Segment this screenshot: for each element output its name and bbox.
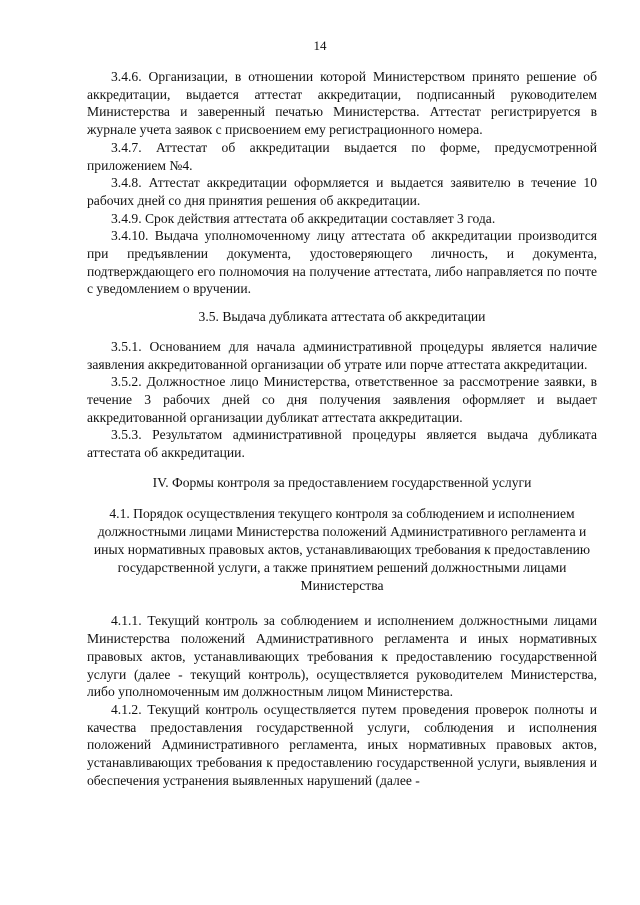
document-body <box>87 68 597 790</box>
section-heading-4-1: 4.1. Порядок осуществления текущего контроля за соблюдением и исполнением должностными лицами Министерства положений Административного регламента и иных нормативных правовых актов, устанавливающих требования к предоставлению государственной услуги, а также принятием решений должностными лицами Министерства <box>93 506 591 594</box>
paragraph-3-4-6: 3.4.6. Организации, в отношении которой Министерством принято решение об аккредитации, выдается аттестат аккредитации, подписанный руководителем Министерства и заверенный печатью Министерства. Аттестат регистрируется в журнале учета заявок с присвоением ему регистрационного номера. <box>87 69 597 138</box>
section-heading-3-5: 3.5. Выдача дубликата аттестата об аккредитации <box>198 309 486 325</box>
paragraph-3-4-10: 3.4.10. Выдача уполномоченному лицу аттестата об аккредитации производится при предъявлении документа, удостоверяющего личность, и документа, подтверждающего его полномочия на получение аттестата, либо направляется по почте с уведомлением о вручении. <box>87 228 597 297</box>
paragraph-4-1-2: 4.1.2. Текущий контроль осуществляется путем проведения проверок полноты и качества предоставления государственной услуги, соблюдения и исполнения положений Административного регламента, иных нормативных правовых актов, устанавливающих требования к предоставлению государственной услуги, выявления и обеспечения устранения выявленных нарушений (далее - <box>87 701 597 788</box>
page-number: 14 <box>313 38 327 53</box>
chapter-heading-iv: IV. Формы контроля за предоставлением государственной услуги <box>152 474 532 490</box>
paragraph-3-5-1: 3.5.1. Основанием для начала административной процедуры является наличие заявления аккредитованной организации об утрате или порче аттестата аккредитации. <box>87 338 597 372</box>
paragraph-3-5-3: 3.5.3. Результатом административной процедуры является выдача дубликата аттестата об аккредитации. <box>87 427 597 461</box>
paragraph-3-4-8: 3.4.8. Аттестат аккредитации оформляется и выдается заявителю в течение 10 рабочих дней со дня принятия решения об аккредитации. <box>87 175 597 208</box>
paragraph-4-1-1: 4.1.1. Текущий контроль за соблюдением и исполнением должностными лицами Министерства положений Административного регламента и иных нормативных правовых актов, устанавливающих требования к предоставлению государственной услуги (далее - текущий контроль), осуществляется руководителем Министерства, либо уполномоченным им должностным лицом Министерства. <box>87 613 597 700</box>
paragraph-3-5-2: 3.5.2. Должностное лицо Министерства, ответственное за рассмотрение заявки, в течение 3 рабочих дней со дня получения заявления оформляет и выдает аккредитованной организации дубликат аттестата аккредитации. <box>87 374 597 425</box>
paragraph-3-4-7: 3.4.7. Аттестат об аккредитации выдается по форме, предусмотренной приложением №4. <box>87 139 597 173</box>
paragraph-3-4-9: 3.4.9. Срок действия аттестата об аккредитации составляет 3 года. <box>111 210 496 226</box>
